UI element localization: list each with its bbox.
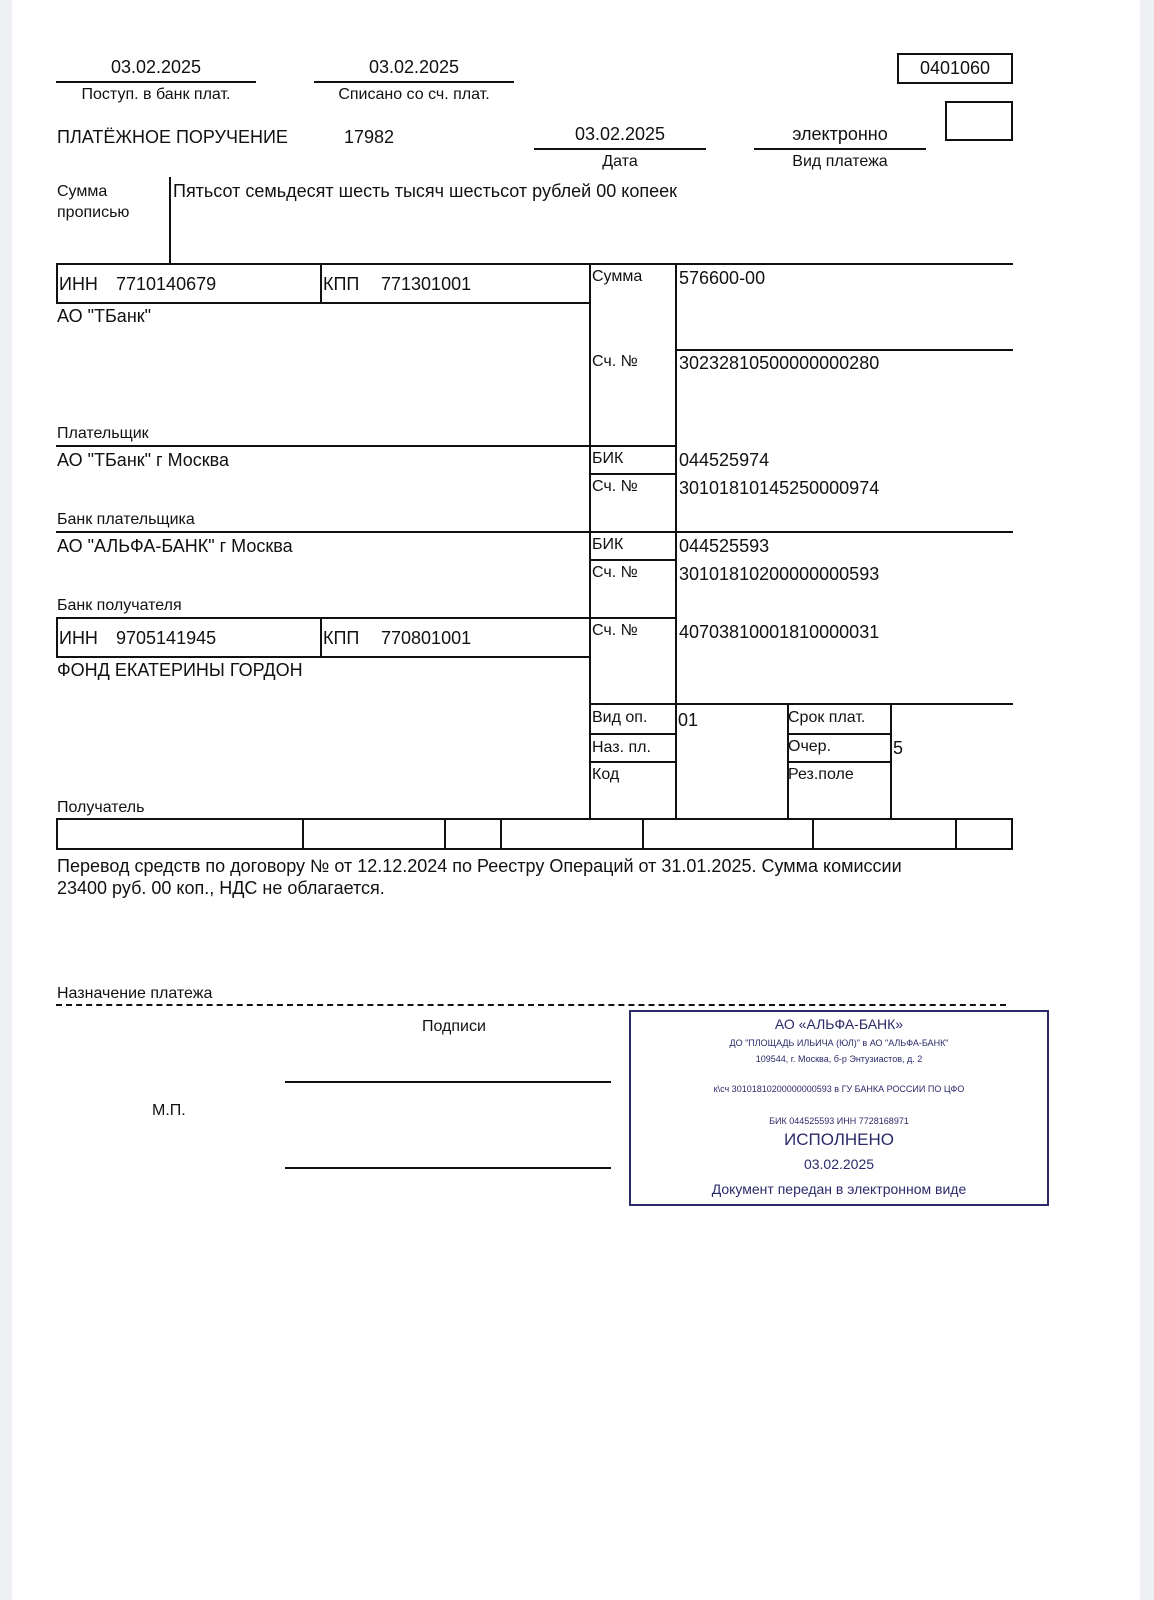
payee-kpp: 770801001 [381,628,472,648]
seal-place-label: М.П. [152,1102,186,1119]
amount-label: Сумма [592,268,643,285]
main-table-top-line [56,263,1013,265]
received-date-line [56,81,256,83]
payer-inn-label: ИНН [59,274,98,294]
payee-bank-bik-label: БИК [592,536,624,553]
purpose-dashed-line [56,1004,1006,1006]
payer-label: Плательщик [57,425,149,442]
signature-line-2 [285,1167,611,1169]
payee-inn-kpp-divider [320,617,322,657]
ocher-bottom [787,761,891,763]
purpose-line-1: Перевод средств по договору № от 12.12.2024 по Реестру Операций от 31.01.2025. Сумма комиссии [57,856,902,876]
payer-section-bottom [56,445,676,447]
received-label: Поступ. в банк плат. [81,86,231,103]
payer-account: 30232810500000000280 [679,353,880,373]
purpose-label: Назначение платежа [57,985,213,1002]
vid-op-bottom [589,733,676,735]
document-date: 03.02.2025 [574,124,666,144]
document-number: 17982 [344,127,395,147]
payee-kpp-label: КПП [323,628,360,648]
payee-account-label: Сч. № [592,622,638,639]
stamp-note: Документ передан в электронном виде [711,1181,967,1197]
document-date-line [534,148,706,150]
payer-bank-account: 30101810145250000974 [679,478,880,498]
payer-name: АО "ТБанк" [57,306,152,326]
payment-type: электронно [792,124,888,144]
payee-inn-label: ИНН [59,628,98,648]
bank-execution-stamp [629,1010,1049,1206]
tax-cell-divider-2 [444,818,446,850]
stamp-corr-account: к\сч 30101810200000000593 в ГУ БАНКА РОССИИ ПО ЦФО [713,1084,965,1094]
payer-account-label: Сч. № [592,353,638,370]
stamp-status: ИСПОЛНЕНО [783,1130,895,1149]
stamp-date: 03.02.2025 [803,1156,875,1172]
payee-inn-row-bottom [56,656,590,658]
stamp-bank-name: АО «АЛЬФА-БАНК» [774,1016,904,1032]
payee-bank-account: 30101810200000000593 [679,564,880,584]
amount-words-divider [169,177,171,263]
rez-label: Рез.поле [788,766,854,783]
tax-fields-row [56,818,1013,850]
payee-bank-bik: 044525593 [679,536,770,556]
payee-name: ФОНД ЕКАТЕРИНЫ ГОРДОН [57,660,303,680]
vid-op-label: Вид оп. [592,709,648,726]
debited-date: 03.02.2025 [368,57,460,77]
ocher-label: Очер. [788,738,832,755]
signatures-label: Подписи [422,1018,486,1035]
label-column-divider [589,263,591,819]
stamp-bik-inn: БИК 044525593 ИНН 7728168971 [769,1116,909,1126]
tax-cell-divider-1 [302,818,304,850]
payer-inn-kpp-divider [320,263,322,303]
payer-inn: 7710140679 [116,274,217,294]
document-date-label: Дата [602,153,638,170]
stamp-address: 109544, г. Москва, б-р Энтузиастов, д. 2 [755,1054,923,1064]
payer-bank-bik-label: БИК [592,450,624,467]
payee-account: 40703810001810000031 [679,622,880,642]
payer-kpp: 771301001 [381,274,472,294]
form-code: 0401060 [919,58,991,78]
naz-pl-bottom [589,761,676,763]
payer-bank-section-bottom [56,531,1013,533]
payer-bank-account-label: Сч. № [592,478,638,495]
srok-label: Срок плат. [788,709,866,726]
debited-label: Списано со сч. плат. [338,86,490,103]
value-column-divider [675,263,677,819]
payer-bank-bik: 044525974 [679,450,770,470]
payee-label: Получатель [57,799,145,816]
empty-code-box [945,101,1013,141]
payer-inn-left-border [56,263,58,303]
amount-words-label: Сумма прописью [57,183,130,221]
signature-line-1 [285,1081,611,1083]
tax-cell-divider-3 [500,818,502,850]
kod-label: Код [592,766,620,783]
payee-bank-name: АО "АЛЬФА-БАНК" г Москва [57,536,293,556]
payer-bank-label: Банк плательщика [57,511,195,528]
payment-type-label: Вид платежа [792,153,888,170]
payee-bank-label: Банк получателя [57,597,182,614]
payee-bank-section-bottom [56,617,676,619]
payment-type-line [754,148,926,150]
srok-bottom [787,733,891,735]
debited-date-line [314,81,514,83]
vid-op-value: 01 [678,710,699,730]
payer-inn-row-bottom [56,302,590,304]
payee-bank-bik-line [589,559,676,561]
tax-cell-divider-6 [955,818,957,850]
tax-cell-divider-5 [812,818,814,850]
payer-bank-bik-line [589,473,676,475]
operation-row-top [589,703,1013,705]
payee-inn: 9705141945 [116,628,217,648]
naz-pl-label: Наз. пл. [592,739,651,756]
tax-cell-divider-4 [642,818,644,850]
payer-bank-name: АО "ТБанк" г Москва [57,450,230,470]
payer-kpp-label: КПП [323,274,360,294]
payment-order-sheet [12,0,1140,1600]
received-date: 03.02.2025 [110,57,202,77]
amount-row-bottom [675,349,1013,351]
ocher-value: 5 [893,738,904,758]
amount-words-value: Пятьсот семьдесят шесть тысяч шестьсот рублей 00 копеек [173,181,677,201]
payee-bank-account-label: Сч. № [592,564,638,581]
payee-inn-left-border [56,617,58,657]
document-title: ПЛАТЁЖНОЕ ПОРУЧЕНИЕ [57,127,288,147]
stamp-branch: ДО "ПЛОЩАДЬ ИЛЬИЧА (ЮЛ)" в АО "АЛЬФА-БАНК" [729,1038,949,1048]
amount-value: 576600-00 [679,268,766,288]
purpose-line-2: 23400 руб. 00 коп., НДС не облагается. [57,878,385,898]
